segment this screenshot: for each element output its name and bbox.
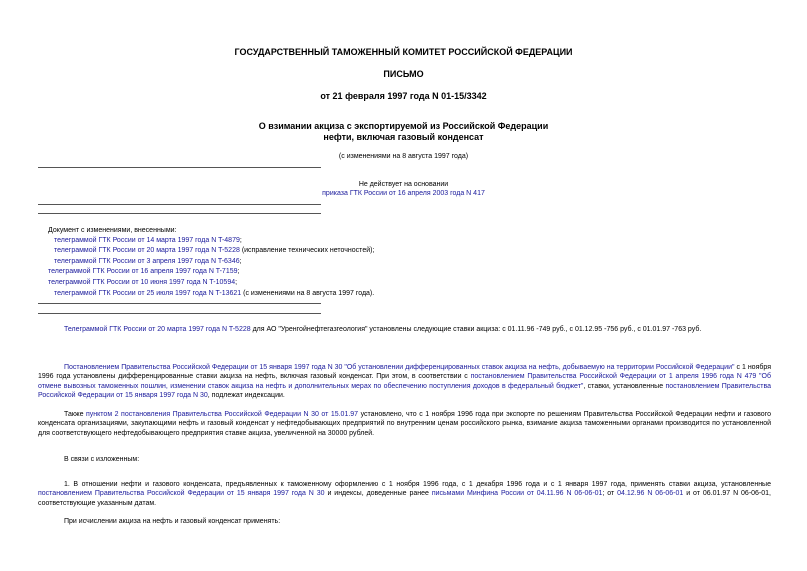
- status-note: Не действует на основании: [358, 181, 449, 188]
- changes-item-link[interactable]: телеграммой ГТК России от 25 июля 1997 года N T-13621: [54, 290, 242, 297]
- changes-item-link[interactable]: телеграммой ГТК России от 20 марта 1997 года N T-5228: [54, 247, 240, 254]
- telegram-rates-paragraph: Телеграммой ГТК России от 20 марта 1997 года N T-5228 для АО "Уренгойнефтегазгеология" установлены следующие ставки акциза: с 01.11.96 -749 руб., с 01.12.95 -756 руб., с 01.01.97 -763 руб.: [64, 326, 702, 333]
- telegram-link[interactable]: Телеграммой ГТК России от 20 марта 1997 года N T-5228: [64, 326, 251, 333]
- resolution-30-link[interactable]: постановлением Правительства Российской Федерации от 15 января 1997 года N 30: [38, 382, 771, 399]
- divider: [38, 313, 321, 314]
- resolution-479-link[interactable]: постановлением Правительства Российской Федерации от 1 апреля 1996 года N 479 "Об отмене вывозных таможенных пошлин, изменении ставок акциза на нефть и дополнительных мерах по обеспечению поступления доходов в федеральный бюджет": [38, 373, 771, 390]
- resolution-30-link[interactable]: Постановлением Правительства Российской Федерации от 15 января 1997 года N 30 "Об установлении дифференцированных ставок акциза на нефть, добываемую на территории Российской Федерации": [64, 364, 735, 371]
- changes-item: телеграммой ГТК России от 14 марта 1997 года N T-4879;: [54, 237, 242, 244]
- changes-item: телеграммой ГТК России от 20 марта 1997 года N T-5228 (исправление технических неточностей);: [54, 247, 375, 254]
- changes-item: телеграммой ГТК России от 16 апреля 1997 года N T-7159;: [48, 268, 240, 275]
- changes-item-link[interactable]: телеграммой ГТК России от 3 апреля 1997 года N T-6346: [54, 258, 240, 265]
- document-date-number: от 21 февраля 1997 года N 01-15/3342: [320, 91, 487, 101]
- paragraph-item-1: 1. В отношении нефти и газового конденсата, предъявленных к таможенному оформлению с 1 ноября 1996 года, с 1 декабря 1996 года и с 1 января 1997 года, применять ставки акциза, установленные постановлением Правительства Российской Федерации от 15 января 1997 года N 30 и индексы, доведенные ранее письмами Минфина России от 04.11.96 N 06-06-01; от 04.12.96 N 06-06-01 и от 06.01.97 N 06-06-01, соответствующие указанным датам.: [38, 481, 771, 507]
- changes-note: (с изменениями на 8 августа 1997 года): [338, 153, 469, 160]
- changes-item-link[interactable]: телеграммой ГТК России от 14 марта 1997 года N T-4879: [54, 237, 240, 244]
- changes-item: телеграммой ГТК России от 10 июня 1997 года N T-10594;: [48, 279, 238, 286]
- paragraph-differentiated-rates: Постановлением Правительства Российской Федерации от 15 января 1997 года N 30 "Об установлении дифференцированных ставок акциза на нефть, добываемую на территории Российской Федерации" с 1 ноября 1996 года установлены дифференцированные ставки акциза на нефть, включая газовый конденсат. При этом, в соответствии с постановлением Правительства Российской Федерации от 1 апреля 1996 года N 479 "Об отмене вывозных таможенных пошлин, изменении ставок акциза на нефть и дополнительных мерах по обеспечению поступления доходов в федеральный бюджет", ставки, установленные постановлением Правительства Российской Федерации от 15 января 1997 года N 30, подлежат индексации.: [38, 364, 771, 399]
- changes-item: телеграммой ГТК России от 3 апреля 1997 года N T-6346;: [54, 258, 242, 265]
- status-order-link[interactable]: приказа ГТК России от 16 апреля 2003 года N 417: [322, 190, 485, 197]
- committee-name: ГОСУДАРСТВЕННЫЙ ТАМОЖЕННЫЙ КОМИТЕТ РОССИЙСКОЙ ФЕДЕРАЦИИ: [234, 47, 573, 57]
- document-type: ПИСЬМО: [383, 69, 424, 79]
- resolution-30-link[interactable]: постановлением Правительства Российской Федерации от 15 января 1997 года N 30: [38, 490, 325, 498]
- divider: [38, 167, 321, 168]
- paragraph-calculation: При исчислении акциза на нефть и газовый конденсат применять:: [64, 518, 281, 525]
- divider: [38, 204, 321, 205]
- changes-item-link[interactable]: телеграммой ГТК России от 10 июня 1997 года N T-10594: [48, 279, 236, 286]
- resolution-30-item2-link[interactable]: пунктом 2 постановления Правительства Российской Федерации N 30 от 15.01.97: [86, 411, 359, 418]
- changes-intro: Документ с изменениями, внесенными:: [48, 227, 177, 234]
- divider: [38, 303, 321, 304]
- paragraph-therefore: В связи с изложенным:: [64, 456, 140, 463]
- divider: [38, 213, 321, 214]
- changes-item-link[interactable]: телеграммой ГТК России от 16 апреля 1997 года N T-7159: [48, 268, 238, 275]
- changes-item: телеграммой ГТК России от 25 июля 1997 года N T-13621 (с изменениями на 8 августа 1997 года).: [54, 290, 375, 297]
- minfin-letter-link[interactable]: письмами Минфина России от 04.11.96 N 06-06-01: [431, 490, 603, 498]
- document-title-line1: О взимании акциза с экспортируемой из Российской Федерации: [258, 121, 549, 131]
- document-title-line2: нефти, включая газовый конденсат: [323, 132, 484, 142]
- paragraph-export-excise: Также пунктом 2 постановления Правительства Российской Федерации N 30 от 15.01.97 установлено, что с 1 ноября 1996 года при экспорте по решениям Правительства Российской Федерации нефти и газового конденсата организациями, закупающими нефть и газовый конденсат у нефтедобывающих предприятий по внутренним ценам российского рынка, взимание акциза таможенными органами производится по установленной для соответствующего нефтедобывающего предприятия ставке акциза, увеличенной на 30000 рублей.: [38, 411, 771, 437]
- minfin-letter-link[interactable]: 04.12.96 N 06-06-01: [617, 490, 684, 498]
